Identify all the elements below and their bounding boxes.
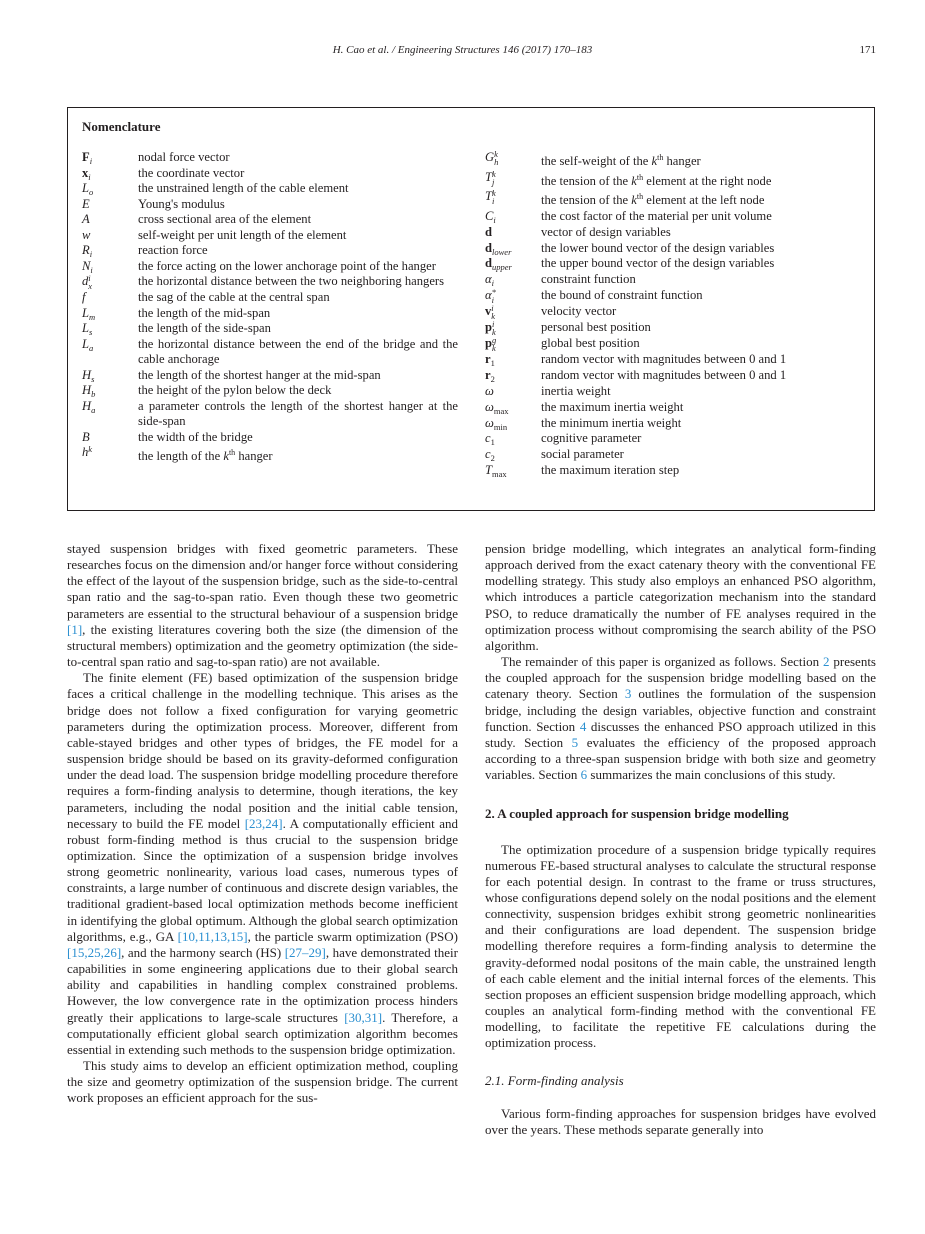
citation-link[interactable]: [23,24]	[244, 815, 283, 831]
symbol-subscript: o	[89, 187, 94, 197]
description: the upper bound vector of the design variables	[541, 256, 775, 271]
nomenclature-row	[82, 321, 458, 337]
symbol: d lower	[485, 240, 512, 257]
nomenclature-row	[82, 212, 458, 228]
symbol-subscript: x	[88, 281, 93, 292]
symbol: F i	[82, 150, 93, 166]
description: the length of the mid-span	[138, 305, 271, 320]
superscript-th: th	[636, 172, 644, 182]
citation-link[interactable]: 6	[580, 767, 588, 783]
symbol-subscript: i	[491, 295, 494, 306]
citation-link[interactable]: 4	[579, 718, 587, 734]
description: a parameter controls the length of the shortest hanger at the side-span	[138, 398, 458, 429]
description: the force acting on the lower anchorage point of the hanger	[138, 258, 436, 273]
citation-link[interactable]: [27–29]	[284, 944, 326, 960]
description: constraint function	[541, 272, 636, 287]
nomenclature-row	[82, 368, 458, 384]
symbol: L o	[82, 181, 94, 197]
description: global best position	[541, 336, 640, 351]
description: velocity vector	[541, 304, 617, 319]
symbol-subscript: s	[89, 327, 93, 338]
nomenclature-row	[485, 447, 865, 463]
description: personal best position	[541, 320, 651, 335]
nomenclature-row	[485, 272, 865, 288]
description: random vector with magnitudes between 0 and 1	[541, 368, 787, 383]
description: the coordinate vector	[138, 165, 245, 180]
page-number: 171	[859, 44, 876, 56]
symbol-superscript: k	[492, 168, 496, 179]
symbol: d upper	[485, 256, 512, 273]
nomenclature-row	[485, 209, 865, 225]
description: the horizontal distance between the two neighboring hangers	[138, 274, 445, 288]
symbol-subscript: s	[91, 373, 95, 384]
symbol: w	[82, 227, 91, 242]
citation-link[interactable]: [30,31]	[344, 1009, 383, 1025]
symbol-subscript: k	[491, 311, 496, 322]
symbol-subscript: i	[492, 196, 495, 207]
superscript-th: th	[636, 192, 644, 202]
symbol-subscript: i	[90, 264, 93, 275]
description: the minimum inertia weight	[541, 415, 682, 430]
description: the horizontal distance between the end of the bridge and the cable anchorage	[138, 336, 458, 367]
nomenclature-row	[82, 445, 458, 465]
symbol: ω min	[485, 415, 508, 432]
symbol-subscript: i	[88, 171, 91, 182]
nomenclature-row	[485, 368, 865, 384]
nomenclature-row	[82, 228, 458, 244]
symbol-subscript: 2	[490, 453, 495, 464]
description: random vector with magnitudes between 0 and 1	[541, 352, 787, 367]
symbol: B	[82, 429, 90, 444]
description: the width of the bridge	[138, 429, 253, 444]
index-k: k	[223, 449, 229, 464]
section-heading: 2. A coupled approach for suspension bridge modelling	[485, 806, 789, 822]
nomenclature-row	[82, 399, 458, 430]
right-text-column	[485, 541, 876, 1138]
superscript-th: th	[228, 448, 236, 458]
symbol-subscript: k	[492, 327, 496, 338]
symbol-subscript: i	[89, 249, 93, 259]
description: the length of the side-span	[138, 321, 271, 336]
symbol: T k i	[485, 188, 496, 207]
symbol-subscript: lower	[492, 246, 512, 257]
description: the lower bound vector of the design variables	[541, 240, 775, 255]
symbol-subscript: k	[492, 343, 496, 354]
symbol: p g k	[485, 335, 497, 354]
symbol-subscript: a	[89, 342, 94, 353]
citation-link[interactable]: [1]	[67, 621, 83, 637]
description: cognitive parameter	[541, 431, 642, 446]
symbol: L m	[82, 305, 96, 322]
body-paragraph: The optimization procedure of a suspension bridge typically requires numerous FE-based structural analyses to calculate the structural response for each potential design. In contrast to the frame or truss structures, whose configurations depend solely on the nodal positions and the element connectivity, suspension bridges exhibit strong geometric nonlinearities and their configurations are load dependent. The suspension bridge modelling therefore requires a form-finding analysis to determine the gravity-deformed nodal positons of the main cable, the unstrained length of each cable element and the initial internal forces of the elements. This section proposes an efficient suspension bridge modelling approach, which couples an analytical form-finding method with the conventional FE modelling, to facilitate the repetitive FE calculations during the optimization process.	[485, 841, 876, 1051]
symbol: L a	[82, 336, 94, 353]
description: cross sectional area of the element	[138, 212, 312, 226]
symbol: C i	[485, 209, 496, 226]
nomenclature-left-column	[82, 150, 458, 465]
description: the tension of the $k^{th}$ element at the right node	[541, 172, 772, 188]
nomenclature-right-column	[485, 150, 865, 479]
symbol-subscript: min	[493, 421, 508, 432]
nomenclature-row	[485, 352, 865, 368]
nomenclature-row	[485, 225, 865, 241]
symbol: α * i	[485, 287, 496, 306]
nomenclature-title: Nomenclature	[82, 119, 161, 134]
running-header: H. Cao et al. / Engineering Structures 146 (2017) 170–183	[332, 44, 593, 56]
nomenclature-row	[82, 243, 458, 259]
nomenclature-row	[485, 256, 865, 272]
description: vector of design variables	[541, 224, 671, 239]
nomenclature-box	[67, 107, 875, 511]
description: the cost factor of the material per unit volume	[541, 209, 772, 224]
nomenclature-row	[485, 336, 865, 352]
nomenclature-row	[82, 197, 458, 213]
symbol: r 2	[485, 368, 495, 385]
symbol-subscript: m	[89, 311, 96, 322]
description: self-weight per unit length of the element	[138, 227, 347, 242]
citation-link[interactable]: 5	[571, 734, 579, 750]
citation-link[interactable]: [10,11,13,15]	[177, 928, 248, 944]
superscript-th: th	[657, 153, 664, 162]
symbol: d i x	[82, 273, 93, 292]
description: the bound of constraint function	[541, 288, 703, 303]
symbol: G k h	[485, 149, 499, 168]
symbol: T k j	[485, 168, 496, 187]
symbol: α i	[485, 272, 494, 289]
symbol-superscript: k	[88, 444, 93, 455]
nomenclature-row	[485, 416, 865, 432]
symbol: x i	[82, 165, 91, 182]
symbol-subscript: upper	[492, 262, 512, 273]
symbol-subscript: max	[493, 405, 509, 416]
nomenclature-row	[82, 430, 458, 446]
nomenclature-row	[82, 383, 458, 399]
nomenclature-row	[485, 463, 865, 479]
nomenclature-row	[485, 400, 865, 416]
symbol: E	[82, 196, 90, 211]
symbol: c 2	[485, 447, 495, 464]
body-paragraph: stayed suspension bridges with fixed geometric parameters. These researches focus on the dimension and/or hanger force without considering the effect of the layout of the suspension bridge, such as the side-to-central span ratio and the sag-to-span ratio. Even though these two geometric parameters are essential to the structural behaviour of a suspension bridge [1], the existing literatures covering both the size (the dimension of the structural members) optimization and the geometry optimization (the side-to-central span ratio and sag-to-span ratio) are not available.	[67, 541, 458, 670]
body-paragraph: Various form-finding approaches for suspension bridges have evolved over the years. These methods separate generally into	[485, 1105, 876, 1137]
symbol: H s	[82, 367, 95, 384]
symbol-subscript	[88, 453, 92, 461]
symbol: c 1	[485, 431, 495, 448]
symbol-superscript: k	[492, 188, 496, 199]
symbol-subscript: 1	[490, 437, 495, 448]
description: the height of the pylon below the deck	[138, 383, 332, 398]
symbol: f	[82, 290, 86, 305]
description: inertia weight	[541, 384, 611, 399]
symbol: T max	[485, 463, 507, 480]
symbol: H b	[82, 383, 96, 400]
description: the length of the $k^{th}$ hanger	[138, 448, 273, 464]
symbol: h k	[82, 445, 138, 465]
symbol: d	[485, 224, 493, 239]
description: the self-weight of the $k^{th}$ hanger	[541, 153, 701, 169]
description: the length of the shortest hanger at the mid-span	[138, 367, 381, 382]
description: social parameter	[541, 447, 624, 462]
nomenclature-row	[82, 274, 458, 290]
symbol-subscript: b	[91, 389, 96, 400]
symbol: r 1	[485, 352, 495, 369]
description: the maximum iteration step	[541, 463, 680, 478]
symbol-superscript: g	[492, 335, 497, 346]
description: the tension of the $k^{th}$ element at the left node	[541, 192, 765, 208]
symbol: p i k	[485, 319, 496, 338]
symbol-subscript: h	[494, 157, 499, 168]
symbol-superscript: k	[494, 149, 498, 160]
nomenclature-row	[82, 306, 458, 322]
nomenclature-row	[485, 288, 865, 304]
symbol: v i k	[485, 303, 496, 322]
symbol-subscript: a	[91, 404, 96, 415]
symbol-superscript: i	[492, 319, 495, 330]
symbol-superscript: i	[491, 303, 494, 314]
nomenclature-row	[82, 166, 458, 182]
index-k: k	[631, 193, 637, 208]
nomenclature-row	[485, 150, 865, 170]
symbol-subscript: 1	[490, 358, 495, 369]
symbol: L s	[82, 321, 93, 338]
nomenclature-row	[485, 384, 865, 400]
body-paragraph: The finite element (FE) based optimization of the suspension bridge faces a critical challenge in the modelling technique. This arises as the bridge does not follow a fixed configuration for varying geometric parameters during the optimization process. Moreover, different from cable-stayed bridges and other types of bridges, the FE model for a suspension bridge should be based on its gravity-deformed configuration under the dead load. The suspension bridge modelling procedure therefore requires a form-finding analysis to determine, though iterations, the key parameters, including the nodal position and the initial cable tension, necessary to build the FE model [23,24]. A computationally efficient and robust form-finding method is thus crucial to the suspension bridge optimization. Since the optimization of a suspension bridge involves strong geometric nonlinearity, various load cases, numerous types of constraints, a large number of continuous and discrete design variables, the traditional gradient-based local optimization methods become inefficient in identifying the global optimum. Although the global search optimization algorithms, e.g., GA [10,11,13,15], the particle swarm optimization (PSO) [15,25,26], and the harmony search (HS) [27–29], have demonstrated their capabilities in some engineering applications due to their global search ability and capabilities in handling complex constrained problems. However, the low convergence rate in the optimization process hinders greatly their applications to large-scale structures [30,31]. Therefore, a computationally efficient global search optimization algorithm becomes essential in extending such methods to the suspension bridge optimization.	[67, 670, 459, 1057]
nomenclature-row	[485, 170, 865, 190]
symbol-superscript: i	[88, 273, 91, 284]
description: Young's modulus	[138, 196, 225, 211]
index-k: k	[651, 154, 658, 169]
citation-link[interactable]: 3	[624, 686, 632, 702]
symbol: R i	[82, 243, 93, 259]
symbol-subscript: i	[89, 156, 93, 166]
description: the unstrained length of the cable element	[138, 181, 349, 195]
symbol: ω max	[485, 399, 509, 416]
nomenclature-row	[82, 259, 458, 275]
symbol-subscript: max	[492, 469, 507, 480]
left-text-column	[67, 541, 458, 1106]
index-k: k	[631, 173, 637, 188]
symbol: ω	[485, 384, 494, 399]
body-paragraph: This study aims to develop an efficient optimization method, coupling the size and geometry optimization of the suspension bridge. The current work proposes an efficient approach for the sus-	[67, 1058, 458, 1106]
symbol-subscript: i	[491, 278, 494, 289]
symbol-superscript: *	[491, 287, 496, 298]
symbol: H a	[82, 398, 96, 415]
nomenclature-row	[485, 189, 865, 209]
nomenclature-row	[82, 337, 458, 368]
subsection-heading: 2.1. Form-finding analysis	[485, 1072, 624, 1088]
description: nodal force vector	[138, 150, 230, 164]
nomenclature-row	[485, 304, 865, 320]
description: the maximum inertia weight	[541, 399, 684, 414]
nomenclature-row	[485, 431, 865, 447]
symbol-subscript: 2	[490, 374, 495, 385]
nomenclature-row	[82, 150, 458, 166]
nomenclature-row	[82, 290, 458, 306]
nomenclature-row	[485, 241, 865, 257]
symbol-subscript: j	[492, 176, 495, 187]
symbol: A	[82, 212, 90, 226]
nomenclature-row	[82, 181, 458, 197]
symbol-subscript: i	[493, 215, 496, 226]
citation-link[interactable]: 2	[823, 654, 830, 670]
description: reaction force	[138, 243, 208, 257]
nomenclature-row	[485, 320, 865, 336]
symbol: N i	[82, 258, 93, 275]
body-paragraph: The remainder of this paper is organized as follows. Section 2 presents the coupled approach for the suspension bridge modelling based on the catenary theory. Section 3 outlines the formulation of the suspension bridge, including the design variables, objective function and constraint function. Section 4 discusses the enhanced PSO approach utilized in this study. Section 5 evaluates the efficiency of the proposed approach according to a three-span suspension bridge with both size and geometry variables. Section 6 summarizes the main conclusions of this study.	[485, 654, 876, 783]
citation-link[interactable]: [15,25,26]	[67, 944, 122, 960]
body-paragraph: pension bridge modelling, which integrates an analytical form-finding approach derived from the exact catenary theory with the conventional FE modelling strategy. This study also employs an enhanced PSO algorithm, which introduces a particle categorization mechanism into the standard PSO, to reduce dramatically the number of FE analyses required in the optimization process without compromising the search ability of the PSO algorithm.	[485, 541, 876, 653]
description: the sag of the cable at the central span	[138, 290, 330, 305]
